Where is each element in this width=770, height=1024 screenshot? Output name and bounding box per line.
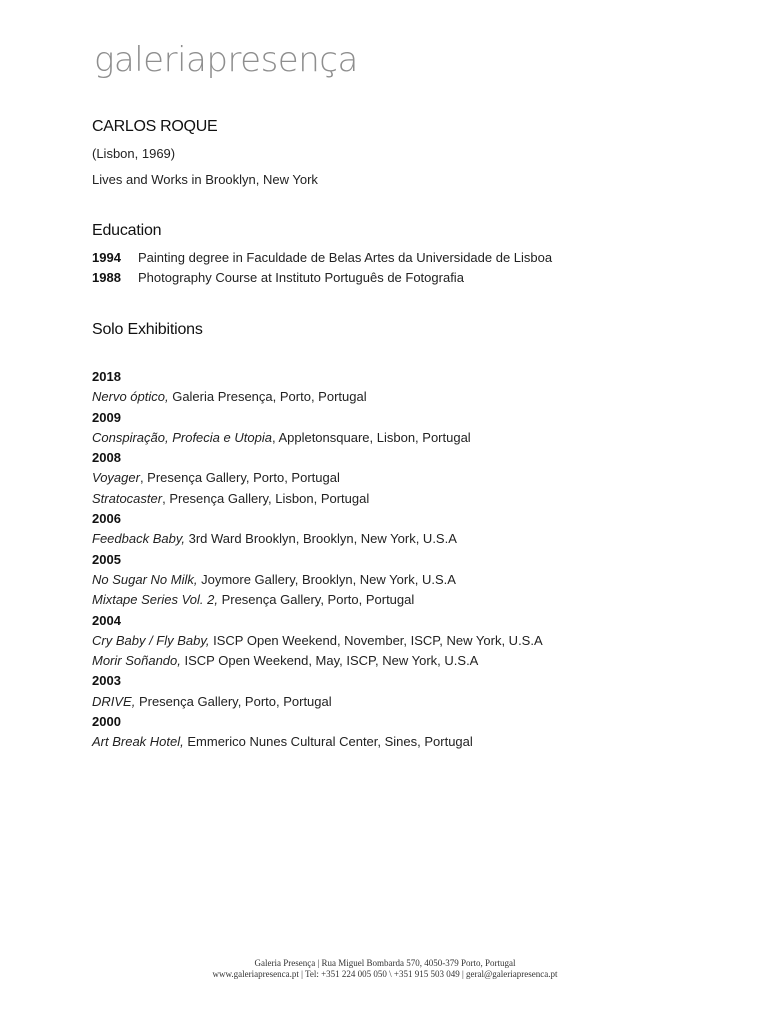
solo-exhibitions-list	[92, 367, 732, 753]
exhibition-entry	[92, 651, 732, 671]
artist-residence: Lives and Works in Brooklyn, New York	[92, 172, 318, 187]
gallery-logo: galeriapresença	[94, 40, 358, 80]
exhibition-venue: Emmerico Nunes Cultural Center, Sines, Portugal	[183, 734, 473, 750]
exhibition-year: 2018	[92, 369, 121, 384]
artist-name: CARLOS ROQUE	[92, 118, 218, 135]
exhibition-venue: Joymore Gallery, Brooklyn, New York, U.S.A	[197, 571, 456, 587]
exhibition-year: 2008	[92, 450, 121, 466]
exhibition-title: Voyager	[92, 470, 140, 486]
education-year: 1988	[92, 270, 121, 285]
education-item	[92, 250, 552, 265]
exhibition-venue: Presença Gallery, Porto, Portugal	[217, 592, 415, 608]
exhibition-year: 2006	[92, 511, 121, 527]
exhibition-title: Nervo óptico,	[92, 389, 169, 405]
exhibition-title: Mixtape Series Vol. 2,	[92, 592, 218, 608]
exhibition-venue: , Appletonsquare, Lisbon, Portugal	[271, 429, 471, 445]
exhibition-title: Stratocaster	[92, 490, 163, 506]
exhibition-title: Conspiração, Profecia e Utopia	[92, 429, 272, 445]
exhibition-venue: 3rd Ward Brooklyn, Brooklyn, New York, U.S.A	[184, 531, 457, 547]
exhibition-year: 2000	[92, 714, 121, 730]
exhibition-title: No Sugar No Milk,	[92, 571, 198, 587]
education-text: Photography Course at Instituto Português de Fotografia	[138, 270, 464, 285]
exhibition-entry	[92, 631, 732, 651]
exhibition-venue: ISCP Open Weekend, May, ISCP, New York, U.S.A	[180, 653, 479, 669]
exhibition-venue: , Presença Gallery, Porto, Portugal	[139, 470, 340, 486]
exhibition-entry	[92, 570, 732, 590]
exhibition-year: 2005	[92, 551, 121, 567]
exhibition-entry	[92, 468, 732, 488]
education-heading: Education	[92, 222, 162, 239]
education-item	[92, 270, 464, 285]
exhibition-title: DRIVE,	[92, 693, 136, 709]
exhibition-title: Feedback Baby,	[92, 531, 185, 547]
education-text: Painting degree in Faculdade de Belas Artes da Universidade de Lisboa	[138, 250, 553, 265]
exhibition-entry	[92, 428, 732, 448]
education-year: 1994	[92, 250, 121, 265]
exhibition-entry	[92, 590, 732, 610]
exhibition-entry	[92, 489, 732, 509]
exhibition-entry	[92, 732, 732, 752]
solo-exhibitions-heading: Solo Exhibitions	[92, 321, 203, 338]
exhibition-venue: Galeria Presença, Porto, Portugal	[168, 389, 367, 405]
exhibition-entry	[92, 529, 732, 549]
exhibition-year: 2004	[92, 612, 121, 628]
exhibition-title: Art Break Hotel,	[92, 734, 184, 750]
exhibition-venue: Presença Gallery, Porto, Portugal	[135, 693, 332, 709]
exhibition-venue: ISCP Open Weekend, November, ISCP, New York, U.S.A	[209, 632, 543, 648]
exhibition-entry	[92, 692, 732, 712]
artist-birth: (Lisbon, 1969)	[92, 146, 176, 161]
exhibition-year: 2009	[92, 409, 121, 425]
footer-address: Galeria Presença | Rua Miguel Bombarda 570, 4050-379 Porto, Portugal	[254, 958, 516, 968]
exhibition-venue: , Presença Gallery, Lisbon, Portugal	[162, 490, 370, 506]
exhibition-title: Cry Baby / Fly Baby,	[92, 632, 210, 648]
footer-contact: www.galeriapresenca.pt | Tel: +351 224 005 050 \ +351 915 503 049 | geral@galeriapresenca.pt	[212, 969, 558, 979]
exhibition-title: Morir Soñando,	[92, 653, 181, 669]
exhibition-year: 2003	[92, 673, 121, 689]
exhibition-entry	[92, 387, 732, 407]
